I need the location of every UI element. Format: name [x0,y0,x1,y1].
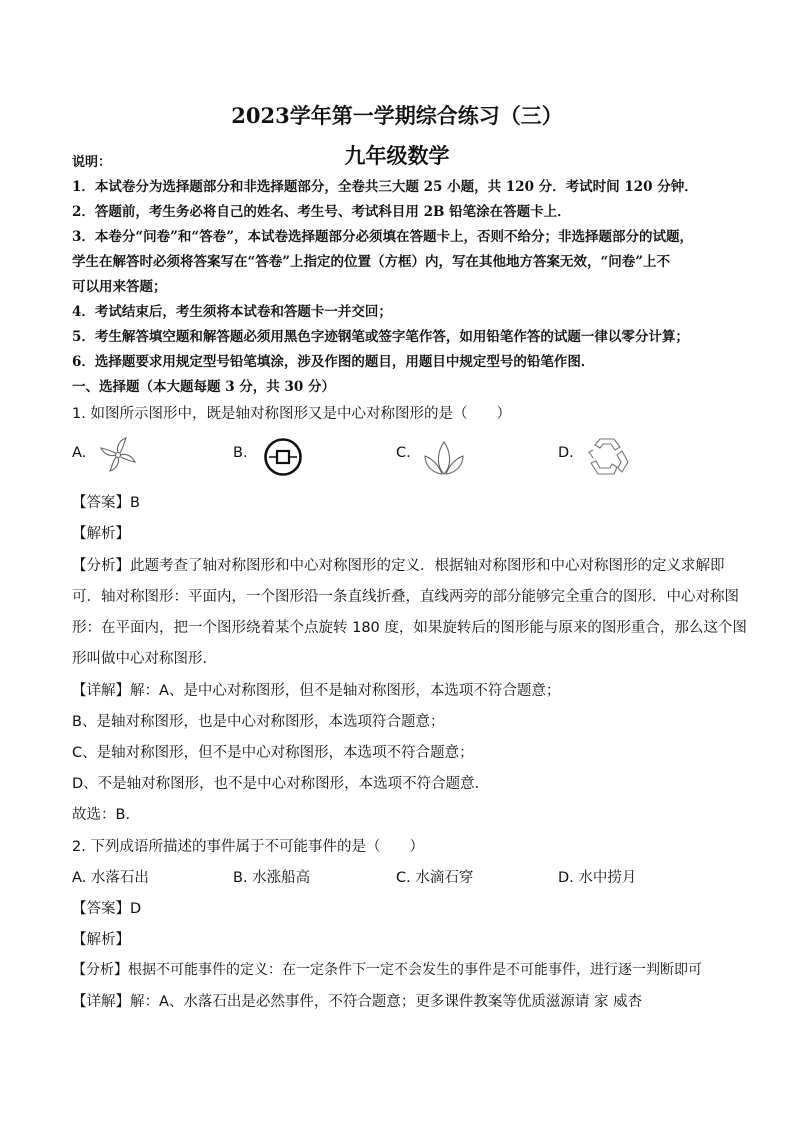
q2-option-a: A. 水落石出 [72,870,149,886]
q2-answer: 【答案】D [72,901,142,917]
q1-detail-line: B、是轴对称图形，也是中心对称图形，本选项符合题意； [72,714,445,730]
q1-detail-line: 【详解】解：A、是中心对称图形，但不是轴对称图形，本选项不符合题意； [72,683,561,699]
instruction-line: 2．答题前，考生务必将自己的姓名、考生号、考试科目用 2B 铅笔涂在答题卡上． [72,204,571,220]
q1-analysis-line: 形：在平面内，把一个图形绕着某个点旋转 180 度，如果旋转后的图形能与原来的图形重合，那么这个图 [72,620,747,636]
instructions-heading: 说明： [72,155,112,170]
question-1-stem: 1. 如图所示图形中，既是轴对称图形又是中心对称图形的是（ ） [72,406,511,422]
q1-option-c-label: C. [396,445,411,461]
instruction-line: 1．本试卷分为选择题部分和非选择题部分，全卷共三大题 25 小题，共 120 分．考试时间 120 分钟． [72,179,698,195]
q1-detail-line: D、不是轴对称图形，也不是中心对称图形，本选项不符合题意． [72,776,490,792]
instruction-line: 5．考生解答填空题和解答题必须用黑色字迹钢笔或签字笔作答，如用铅笔作答的试题一律以零分计算； [72,329,689,345]
q1-analysis-label: 【解析】 [72,526,130,542]
instruction-line: 6．选择题要求用规定型号铅笔填涂，涉及作图的题目，用题目中规定型号的铅笔作图． [72,354,595,370]
q2-analysis-line: 【分析】根据不可能事件的定义：在一定条件下一定不会发生的事件是不可能事件，进行逐一判断即可 [72,962,702,978]
q1-analysis-line: 【分析】此题考查了轴对称图形和中心对称图形的定义．根据轴对称图形和中心对称图形的定义求解即 [72,558,725,574]
q2-detail-line: 【详解】解：A、水落石出是必然事件，不符合题意；更多课件教案等优质滋源请 家 威杏 [72,994,643,1010]
question-2-stem: 2. 下列成语所描述的事件属于不可能事件的是（ ） [72,839,424,855]
instruction-line: 4．考试结束后，考生须将本试卷和答题卡一并交回； [72,304,392,320]
instruction-line: 学生在解答时必须将答案写在“答卷”上指定的位置（方框）内，写在其他地方答案无效，“问卷”上不 [72,254,671,270]
q1-analysis-line: 可．轴对称图形：平面内，一个图形沿一条直线折叠，直线两旁的部分能够完全重合的图形．中心对称图 [72,589,739,605]
leaves-figure-icon [421,436,467,478]
q1-detail-line: C、是轴对称图形，但不是中心对称图形，本选项不符合题意； [72,745,474,761]
exam-title: 2023学年第一学期综合练习（三） [231,103,563,128]
coin-figure-icon [262,436,304,478]
q2-option-d: D. 水中捞月 [558,870,637,886]
recycle-figure-icon [584,434,632,478]
instruction-line: 3．本卷分“问卷”和“答卷”，本试卷选择题部分必须填在答题卡上，否则不给分；非选择题部分的试题， [72,229,693,245]
q1-analysis-line: 形叫做中心对称图形． [72,651,217,667]
pinwheel-figure-icon [94,434,142,476]
section-heading: 一、选择题（本大题每题 3 分，共 30 分） [72,379,335,395]
exam-subtitle: 九年级数学 [344,143,450,168]
q2-option-c: C. 水滴石穿 [396,870,474,886]
q1-detail-line: 故选：B． [72,807,140,823]
q2-analysis-label: 【解析】 [72,932,130,948]
q1-option-a-label: A. [72,445,87,461]
q1-option-d-label: D. [558,445,574,461]
q2-option-b: B. 水涨船高 [233,870,311,886]
instruction-line: 可以用来答题； [72,279,167,295]
q1-answer: 【答案】B [72,495,140,511]
q1-option-b-label: B. [233,445,248,461]
